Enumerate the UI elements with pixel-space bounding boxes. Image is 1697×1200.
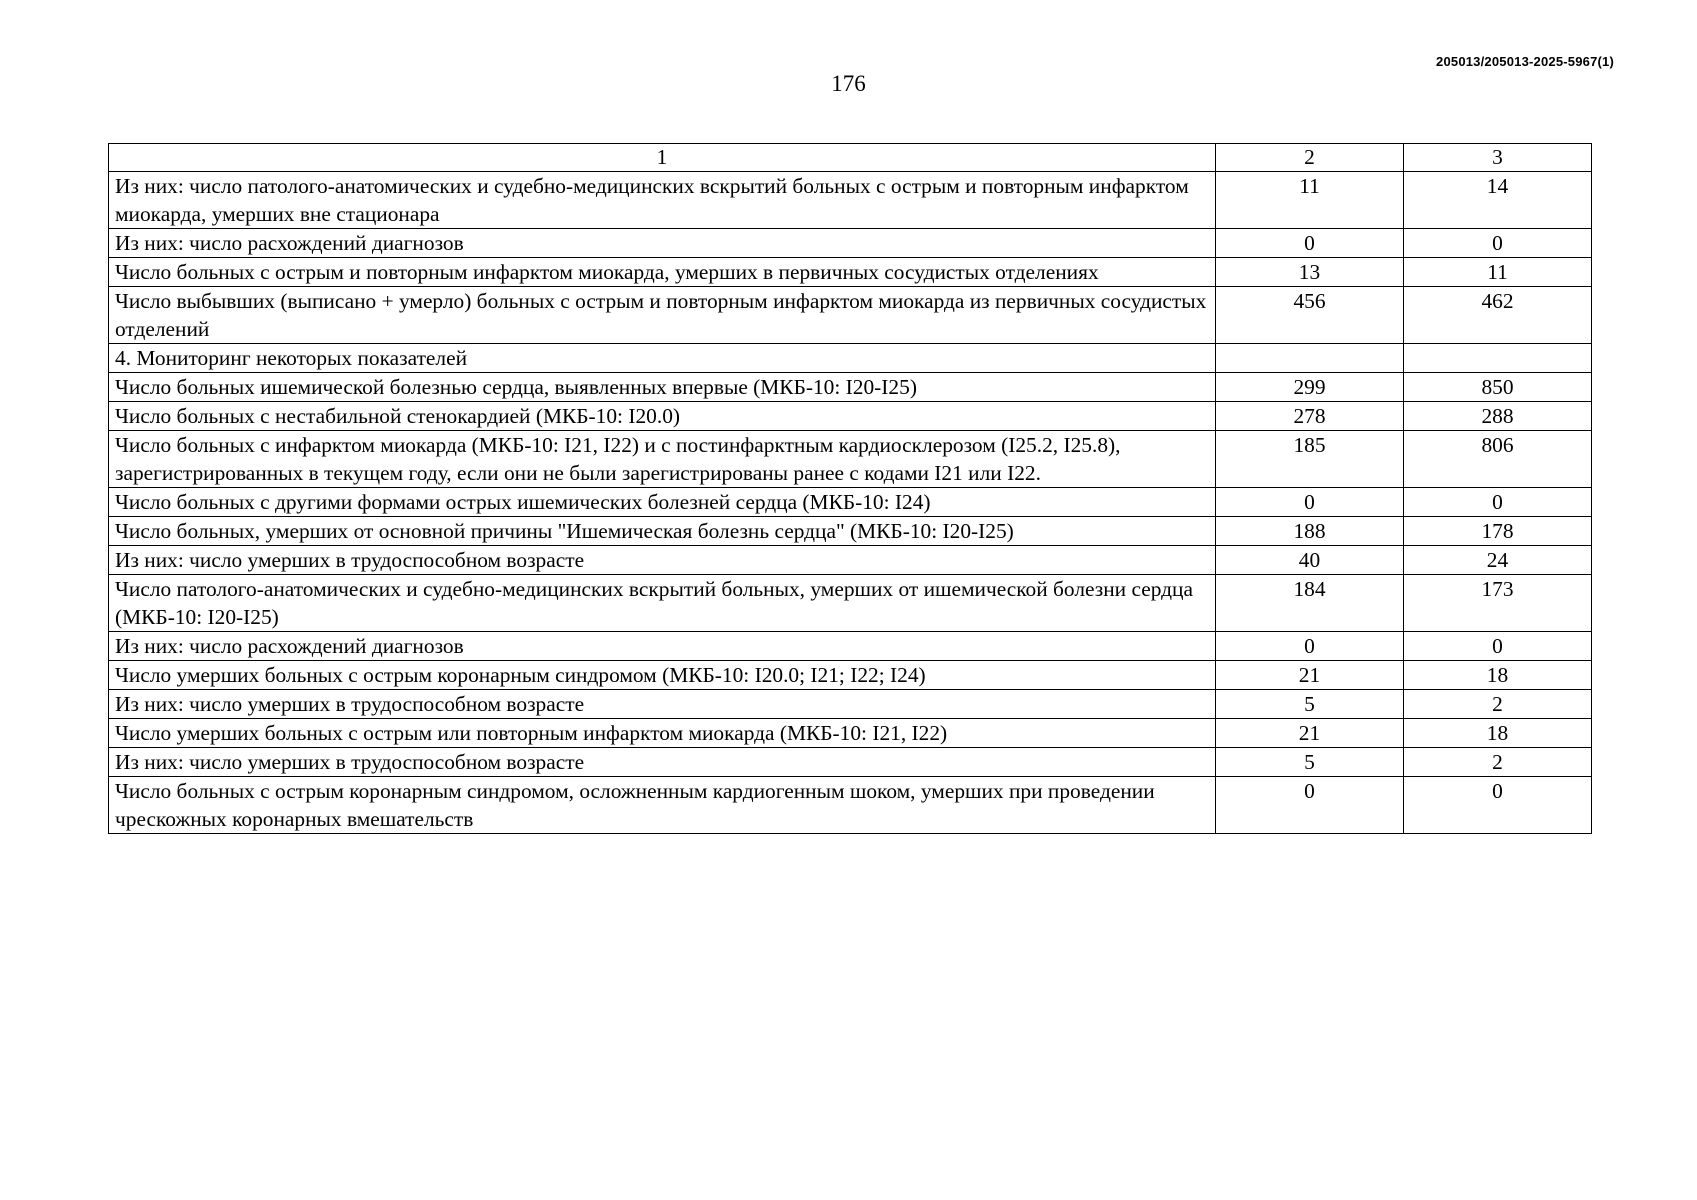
section-heading: 4. Мониторинг некоторых показателей — [109, 344, 1216, 373]
value-col-2: 21 — [1216, 719, 1404, 748]
row-label: Число больных с нестабильной стенокардией (МКБ-10: I20.0) — [109, 402, 1216, 431]
value-col-3: 2 — [1404, 748, 1592, 777]
row-label: Из них: число умерших в трудоспособном возрасте — [109, 748, 1216, 777]
value-col-2: 456 — [1216, 287, 1404, 344]
header-row — [109, 144, 1592, 172]
value-col-3: 14 — [1404, 172, 1592, 229]
row-label: Число больных ишемической болезнью сердца, выявленных впервые (МКБ-10: I20-I25) — [109, 373, 1216, 402]
value-col-2: 0 — [1216, 229, 1404, 258]
row-label: Число больных с другими формами острых ишемических болезней сердца (МКБ-10: I24) — [109, 488, 1216, 517]
value-col-3: 178 — [1404, 517, 1592, 546]
row-label: Число больных, умерших от основной причины "Ишемическая болезнь сердца" (МКБ-10: I20-I25) — [109, 517, 1216, 546]
row-label: Из них: число патолого-анатомических и судебно-медицинских вскрытий больных с острым и повторным инфарктом миокарда, умерших вне стационара — [109, 172, 1216, 229]
value-col-2: 299 — [1216, 373, 1404, 402]
row-label: Число патолого-анатомических и судебно-медицинских вскрытий больных, умерших от ишемической болезни сердца (МКБ-10: I20-I25) — [109, 575, 1216, 632]
table-row — [109, 661, 1592, 690]
value-col-2: 21 — [1216, 661, 1404, 690]
column-header-1: 1 — [109, 144, 1216, 172]
row-label: Число больных с острым и повторным инфарктом миокарда, умерших в первичных сосудистых отделениях — [109, 258, 1216, 287]
value-col-2: 13 — [1216, 258, 1404, 287]
value-col-2: 188 — [1216, 517, 1404, 546]
row-label: Число больных с острым коронарным синдромом, осложненным кардиогенным шоком, умерших при проведении чрескожных коронарных вмешательств — [109, 777, 1216, 834]
table-row — [109, 229, 1592, 258]
value-col-3: 173 — [1404, 575, 1592, 632]
value-col-3: 806 — [1404, 431, 1592, 488]
row-label: Число больных с инфарктом миокарда (МКБ-10: I21, I22) и с постинфарктным кардиосклерозом (I25.2, I25.8), зарегистрированных в текущем году, если они не были зарегистрированы ранее с кодами I21 или I22. — [109, 431, 1216, 488]
table-row — [109, 431, 1592, 488]
value-col-3: 850 — [1404, 373, 1592, 402]
value-col-2: 185 — [1216, 431, 1404, 488]
table-row — [109, 488, 1592, 517]
value-col-3: 288 — [1404, 402, 1592, 431]
column-header-3: 3 — [1404, 144, 1592, 172]
value-col-2: 5 — [1216, 748, 1404, 777]
value-col-2: 0 — [1216, 632, 1404, 661]
value-col-3: 11 — [1404, 258, 1592, 287]
table-body — [109, 172, 1592, 834]
table-row — [109, 748, 1592, 777]
value-col-3: 0 — [1404, 777, 1592, 834]
document-id: 205013/205013-2025-5967(1) — [1436, 54, 1614, 69]
table-row — [109, 287, 1592, 344]
table-row — [109, 690, 1592, 719]
table-row — [109, 575, 1592, 632]
value-col-2: 278 — [1216, 402, 1404, 431]
value-col-3: 0 — [1404, 229, 1592, 258]
data-table — [108, 143, 1592, 834]
row-label: Число умерших больных с острым коронарным синдромом (МКБ-10: I20.0; I21; I22; I24) — [109, 661, 1216, 690]
row-label: Число умерших больных с острым или повторным инфарктом миокарда (МКБ-10: I21, I22) — [109, 719, 1216, 748]
value-col-2: 11 — [1216, 172, 1404, 229]
value-col-3: 24 — [1404, 546, 1592, 575]
value-col-3: 18 — [1404, 719, 1592, 748]
table-row — [109, 517, 1592, 546]
table-header — [109, 144, 1592, 172]
table-row — [109, 546, 1592, 575]
value-col-3: 0 — [1404, 488, 1592, 517]
row-label: Из них: число расхождений диагнозов — [109, 632, 1216, 661]
value-col-2: 5 — [1216, 690, 1404, 719]
table-row — [109, 777, 1592, 834]
table-row — [109, 172, 1592, 229]
page-number: 176 — [831, 71, 866, 96]
table-row — [109, 632, 1592, 661]
value-col-3: 2 — [1404, 690, 1592, 719]
value-col-2 — [1216, 344, 1404, 373]
value-col-2: 184 — [1216, 575, 1404, 632]
row-label: Число выбывших (выписано + умерло) больных с острым и повторным инфарктом миокарда из первичных сосудистых отделений — [109, 287, 1216, 344]
row-label: Из них: число умерших в трудоспособном возрасте — [109, 546, 1216, 575]
table-row — [109, 402, 1592, 431]
value-col-2: 0 — [1216, 777, 1404, 834]
column-header-2: 2 — [1216, 144, 1404, 172]
value-col-3: 0 — [1404, 632, 1592, 661]
value-col-2: 0 — [1216, 488, 1404, 517]
section-heading-row — [109, 344, 1592, 373]
table-row — [109, 258, 1592, 287]
table-row — [109, 373, 1592, 402]
row-label: Из них: число расхождений диагнозов — [109, 229, 1216, 258]
row-label: Из них: число умерших в трудоспособном возрасте — [109, 690, 1216, 719]
value-col-2: 40 — [1216, 546, 1404, 575]
value-col-3 — [1404, 344, 1592, 373]
value-col-3: 462 — [1404, 287, 1592, 344]
table-row — [109, 719, 1592, 748]
value-col-3: 18 — [1404, 661, 1592, 690]
